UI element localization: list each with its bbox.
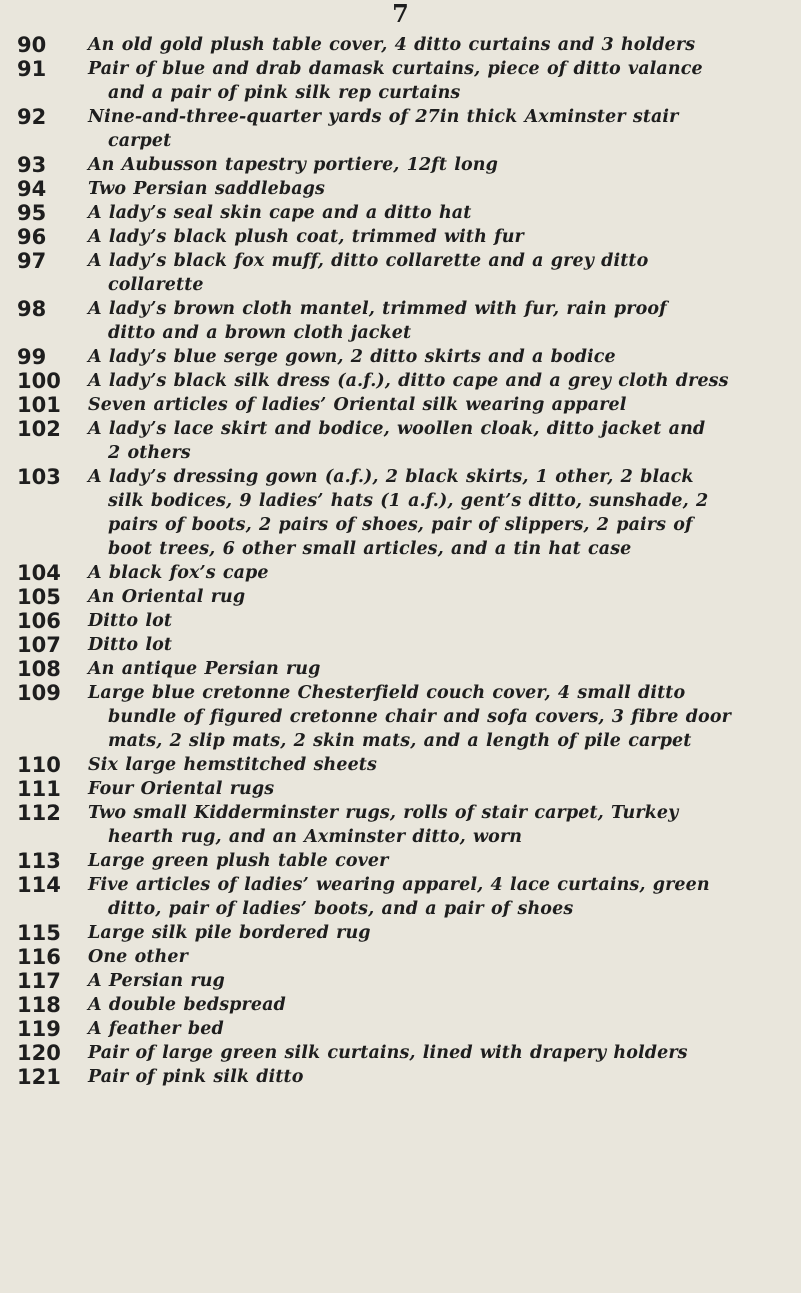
lot-description bbox=[88, 993, 791, 1017]
lot-description bbox=[88, 801, 791, 849]
lot-description bbox=[88, 345, 791, 369]
lot-number: 107 bbox=[17, 633, 61, 657]
lot-number: 90 bbox=[17, 33, 47, 57]
lot-description bbox=[88, 465, 791, 561]
lot-entry bbox=[0, 849, 801, 873]
lot-entry bbox=[0, 465, 801, 561]
lot-entry bbox=[0, 33, 801, 57]
lot-description bbox=[88, 945, 791, 969]
page-number: 7 bbox=[392, 0, 409, 28]
lot-number: 103 bbox=[17, 465, 61, 489]
lot-description-line: A lady’s brown cloth mantel, trimmed with fur, rain proof bbox=[88, 299, 667, 319]
lot-number: 113 bbox=[17, 849, 61, 873]
lot-number: 116 bbox=[17, 945, 61, 969]
lot-description bbox=[88, 969, 791, 993]
lot-description bbox=[88, 585, 791, 609]
lot-entry bbox=[0, 105, 801, 153]
lot-description-line: ditto and a brown cloth jacket bbox=[108, 323, 412, 343]
lot-number: 109 bbox=[17, 681, 61, 705]
lot-description bbox=[88, 249, 791, 297]
lot-entry bbox=[0, 945, 801, 969]
lot-entry bbox=[0, 681, 801, 753]
lot-description-line: A feather bed bbox=[88, 1019, 224, 1039]
lot-description bbox=[88, 1041, 791, 1065]
lot-description bbox=[88, 417, 791, 465]
lot-number: 91 bbox=[17, 57, 47, 81]
lot-number: 99 bbox=[17, 345, 47, 369]
lot-entry bbox=[0, 297, 801, 345]
lot-number: 95 bbox=[17, 201, 47, 225]
lot-description-line: ditto, pair of ladies’ boots, and a pair of shoes bbox=[108, 899, 574, 919]
lot-number: 119 bbox=[17, 1017, 61, 1041]
lot-number: 102 bbox=[17, 417, 61, 441]
lot-entry bbox=[0, 153, 801, 177]
lot-number: 105 bbox=[17, 585, 61, 609]
lot-number: 96 bbox=[17, 225, 47, 249]
lot-entry bbox=[0, 345, 801, 369]
lot-entry bbox=[0, 249, 801, 297]
lot-description bbox=[88, 633, 791, 657]
lot-description-line: carpet bbox=[108, 131, 172, 151]
lot-description-line: 2 others bbox=[108, 443, 191, 463]
lot-description-line: Pair of blue and drab damask curtains, piece of ditto valance bbox=[88, 59, 703, 79]
lot-description-line: An old gold plush table cover, 4 ditto curtains and 3 holders bbox=[88, 35, 696, 55]
lot-description-line: An Oriental rug bbox=[88, 587, 246, 607]
lot-entry bbox=[0, 177, 801, 201]
lot-description-line: Five articles of ladies’ wearing apparel, 4 lace curtains, green bbox=[88, 875, 710, 895]
lot-description-line: A lady’s blue serge gown, 2 ditto skirts and a bodice bbox=[88, 347, 616, 367]
lot-description-line: An Aubusson tapestry portiere, 12ft long bbox=[88, 155, 498, 175]
lot-description-line: A black fox’s cape bbox=[88, 563, 269, 583]
lot-entry bbox=[0, 921, 801, 945]
lot-entry bbox=[0, 801, 801, 849]
lot-description bbox=[88, 681, 791, 753]
lot-entry bbox=[0, 753, 801, 777]
lot-entry bbox=[0, 609, 801, 633]
lot-description bbox=[88, 849, 791, 873]
lot-description bbox=[88, 153, 791, 177]
lot-description-line: Six large hemstitched sheets bbox=[88, 755, 377, 775]
lot-number: 118 bbox=[17, 993, 61, 1017]
lot-description-line: Pair of pink silk ditto bbox=[88, 1067, 304, 1087]
lot-description-line: Large silk pile bordered rug bbox=[88, 923, 371, 943]
lot-entry bbox=[0, 417, 801, 465]
lot-number: 110 bbox=[17, 753, 61, 777]
lot-number: 100 bbox=[17, 369, 61, 393]
lot-description bbox=[88, 921, 791, 945]
lot-description bbox=[88, 201, 791, 225]
lot-description-line: Four Oriental rugs bbox=[88, 779, 275, 799]
lot-entry bbox=[0, 657, 801, 681]
lot-description-line: A lady’s black fox muff, ditto collarette and a grey ditto bbox=[88, 251, 649, 271]
lot-description bbox=[88, 393, 791, 417]
lot-number: 108 bbox=[17, 657, 61, 681]
lot-description-line: An antique Persian rug bbox=[88, 659, 321, 679]
lot-description bbox=[88, 1065, 791, 1089]
lot-description-line: Two Persian saddlebags bbox=[88, 179, 325, 199]
lot-description-line: Nine-and-three-quarter yards of 27in thick Axminster stair bbox=[88, 107, 679, 127]
lot-description bbox=[88, 177, 791, 201]
lot-description-line: silk bodices, 9 ladies’ hats (1 a.f.), gent’s ditto, sunshade, 2 bbox=[108, 491, 709, 511]
lot-description-line: A lady’s seal skin cape and a ditto hat bbox=[88, 203, 472, 223]
lot-entry bbox=[0, 1017, 801, 1041]
lot-entry bbox=[0, 201, 801, 225]
lot-number: 93 bbox=[17, 153, 47, 177]
lot-number: 120 bbox=[17, 1041, 61, 1065]
lot-description bbox=[88, 297, 791, 345]
lot-number: 97 bbox=[17, 249, 47, 273]
lot-description-line: A lady’s black silk dress (a.f.), ditto cape and a grey cloth dress bbox=[88, 371, 729, 391]
lot-description bbox=[88, 33, 791, 57]
lot-number: 121 bbox=[17, 1065, 61, 1089]
lot-entry bbox=[0, 1041, 801, 1065]
lot-description bbox=[88, 369, 791, 393]
lot-entry bbox=[0, 969, 801, 993]
lot-entry bbox=[0, 585, 801, 609]
lot-description-line: Ditto lot bbox=[88, 635, 173, 655]
lot-entry bbox=[0, 993, 801, 1017]
lot-description bbox=[88, 777, 791, 801]
lot-description-line: Seven articles of ladies’ Oriental silk wearing apparel bbox=[88, 395, 627, 415]
lot-description-line: boot trees, 6 other small articles, and a tin hat case bbox=[108, 539, 632, 559]
lot-number: 114 bbox=[17, 873, 61, 897]
lot-number: 104 bbox=[17, 561, 61, 585]
lot-description-line: One other bbox=[88, 947, 188, 967]
lot-description-line: mats, 2 slip mats, 2 skin mats, and a length of pile carpet bbox=[108, 731, 692, 751]
lot-description-line: and a pair of pink silk rep curtains bbox=[108, 83, 461, 103]
lot-number: 94 bbox=[17, 177, 47, 201]
lot-description bbox=[88, 225, 791, 249]
lot-entry bbox=[0, 777, 801, 801]
lot-entry bbox=[0, 873, 801, 921]
lot-description-line: Two small Kidderminster rugs, rolls of stair carpet, Turkey bbox=[88, 803, 679, 823]
lot-entry bbox=[0, 369, 801, 393]
lot-number: 92 bbox=[17, 105, 47, 129]
lot-description bbox=[88, 873, 791, 921]
lot-description-line: collarette bbox=[108, 275, 204, 295]
lot-description-line: bundle of figured cretonne chair and sofa covers, 3 fibre door bbox=[108, 707, 731, 727]
lot-description-line: Large blue cretonne Chesterfield couch cover, 4 small ditto bbox=[88, 683, 686, 703]
lot-description-line: A double bedspread bbox=[88, 995, 286, 1015]
lot-number: 106 bbox=[17, 609, 61, 633]
lot-entry bbox=[0, 633, 801, 657]
lot-description-line: Ditto lot bbox=[88, 611, 173, 631]
lot-entry bbox=[0, 393, 801, 417]
lot-description bbox=[88, 753, 791, 777]
lot-description-line: pairs of boots, 2 pairs of shoes, pair of slippers, 2 pairs of bbox=[108, 515, 693, 535]
lot-description bbox=[88, 1017, 791, 1041]
lot-description bbox=[88, 657, 791, 681]
lot-number: 98 bbox=[17, 297, 47, 321]
lot-description bbox=[88, 57, 791, 105]
lot-description-line: A lady’s lace skirt and bodice, woollen cloak, ditto jacket and bbox=[88, 419, 706, 439]
lot-entry bbox=[0, 57, 801, 105]
lot-description bbox=[88, 561, 791, 585]
lot-description-line: hearth rug, and an Axminster ditto, worn bbox=[108, 827, 523, 847]
lot-entry bbox=[0, 225, 801, 249]
lot-entry bbox=[0, 561, 801, 585]
lot-description bbox=[88, 105, 791, 153]
lot-number: 115 bbox=[17, 921, 61, 945]
lot-number: 117 bbox=[17, 969, 61, 993]
lot-number: 101 bbox=[17, 393, 61, 417]
lot-description-line: A lady’s black plush coat, trimmed with fur bbox=[88, 227, 524, 247]
lot-number: 112 bbox=[17, 801, 61, 825]
lot-description bbox=[88, 609, 791, 633]
lot-number: 111 bbox=[17, 777, 61, 801]
lot-description-line: A Persian rug bbox=[88, 971, 225, 991]
lot-description-line: A lady’s dressing gown (a.f.), 2 black skirts, 1 other, 2 black bbox=[88, 467, 694, 487]
lot-entry bbox=[0, 1065, 801, 1089]
lot-description-line: Large green plush table cover bbox=[88, 851, 389, 871]
lot-list bbox=[0, 33, 801, 1089]
lot-description-line: Pair of large green silk curtains, lined with drapery holders bbox=[88, 1043, 688, 1063]
